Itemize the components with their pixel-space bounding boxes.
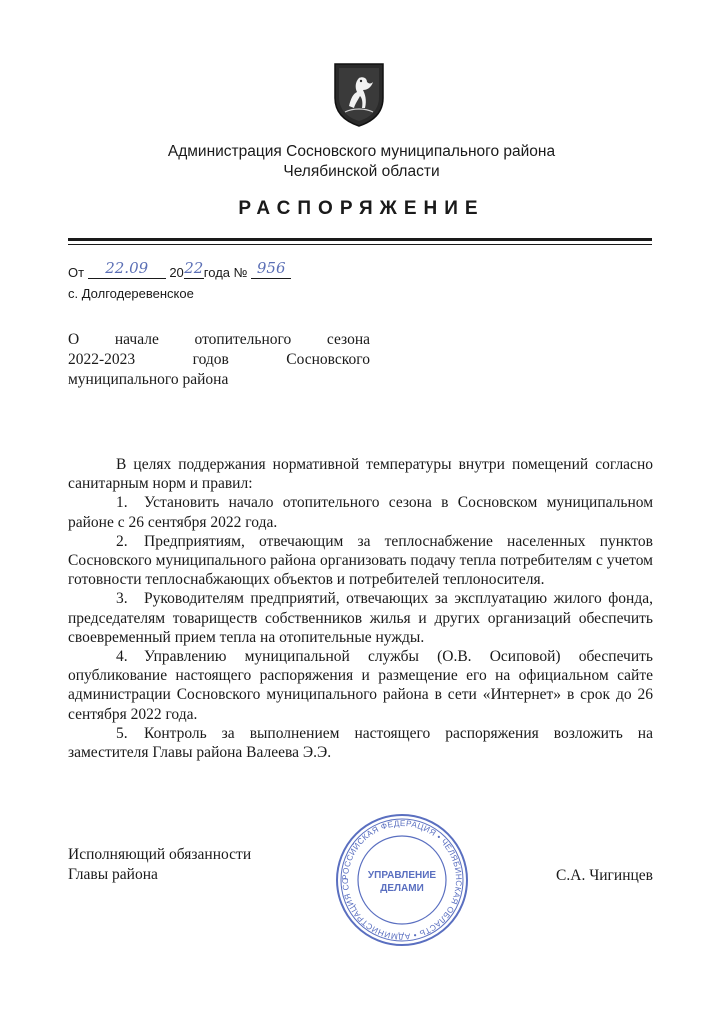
item-text: Предприятиям, отвечающим за теплоснабжение населенных пунктов Сосновского муниципального района организовать подачу тепла потребителям с учетом готовности теплоснабжающих объектов и потребителей теплоносителя. bbox=[68, 532, 653, 589]
number-field bbox=[251, 259, 291, 279]
date-field bbox=[88, 259, 166, 279]
handwritten-date: 22.09 bbox=[105, 259, 149, 277]
item-text: Контроль за выполнением настоящего распоряжения возложить на заместителя Главы района Валеева Э.Э. bbox=[68, 724, 653, 762]
document-subject bbox=[68, 330, 370, 390]
item-number: 5. bbox=[116, 724, 128, 742]
item-text: Руководителям предприятий, отвечающих за эксплуатацию жилого фонда, председателям товариществ собственников жилья и других организаций обеспечить своевременный прием тепла на отопительные нужды. bbox=[68, 590, 653, 646]
organization-region: Челябинской области bbox=[283, 163, 440, 180]
official-stamp bbox=[334, 812, 470, 948]
signatory-title bbox=[68, 845, 251, 885]
organization-name: Администрация Сосновского муниципального района bbox=[167, 143, 556, 160]
header-rule-thick bbox=[68, 238, 652, 241]
item-number: 4. bbox=[116, 648, 128, 666]
document-body bbox=[68, 455, 653, 762]
list-item bbox=[68, 724, 653, 762]
intro-paragraph: В целях поддержания нормативной температуры внутри помещений согласно санитарным норм и правил: bbox=[68, 456, 653, 493]
list-item bbox=[68, 532, 653, 590]
subject-line: муниципального района bbox=[68, 371, 229, 388]
signatory-name: С.А. Чигинцев bbox=[556, 867, 653, 884]
document-type-title: РАСПОРЯЖЕНИЕ bbox=[238, 198, 485, 219]
item-text: Установить начало отопительного сезона в Сосновском муниципальном районе с 26 сентября 2022 года. bbox=[68, 494, 653, 531]
year-suffix-label: года № bbox=[203, 265, 248, 280]
list-item bbox=[68, 647, 653, 724]
place-of-issue: с. Долгодеревенское bbox=[68, 286, 194, 301]
stamp-ring-text: РОССИЙСКАЯ ФЕДЕРАЦИЯ • ЧЕЛЯБИНСКАЯ ОБЛАСТЬ • АДМИНИСТРАЦИЯ СО bbox=[340, 818, 464, 942]
stamp-center-line: УПРАВЛЕНИЕ bbox=[367, 870, 437, 881]
signatory-title-line: Исполняющий обязанности bbox=[68, 846, 252, 863]
from-label: От bbox=[68, 265, 85, 280]
list-item bbox=[68, 589, 653, 647]
signatory-title-line: Главы района bbox=[68, 866, 158, 883]
year-field bbox=[184, 259, 204, 279]
item-number: 1. bbox=[116, 494, 128, 512]
list-item bbox=[68, 493, 653, 531]
year-prefix: 20 bbox=[169, 265, 184, 280]
subject-line: 2022-2023 годов Сосновского bbox=[68, 351, 370, 368]
subject-line: О начале отопительного сезона bbox=[68, 331, 370, 348]
item-text: Управлению муниципальной службы (О.В. Осиповой) обеспечить опубликование настоящего распоряжения и размещение его на официальном сайте администрации Сосновского муниципального района в сети «Интернет» в срок до 26 сентября 2022 года. bbox=[68, 648, 653, 723]
coat-of-arms-icon bbox=[333, 62, 385, 128]
handwritten-number: 956 bbox=[256, 259, 286, 277]
item-number: 2. bbox=[116, 532, 128, 550]
header-rule-thin bbox=[68, 244, 652, 245]
handwritten-year: 22 bbox=[184, 259, 204, 277]
item-number: 3. bbox=[116, 590, 128, 608]
date-number-line bbox=[68, 259, 291, 282]
stamp-center-line: ДЕЛАМИ bbox=[380, 883, 424, 894]
